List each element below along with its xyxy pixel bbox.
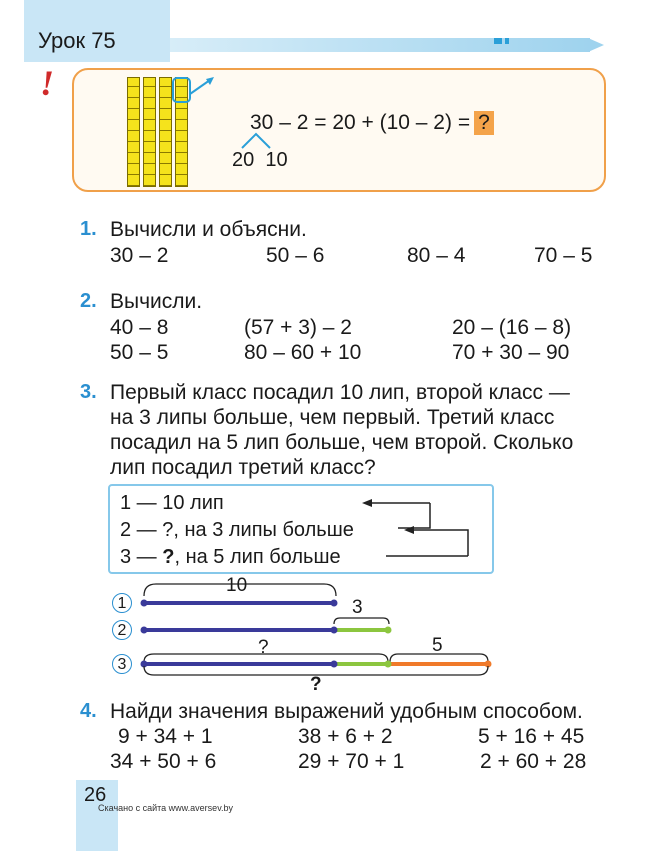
exclamation-icon: !: [40, 63, 55, 103]
expression: 2 + 60 + 28: [480, 750, 587, 773]
expression: 30 – 2: [110, 244, 169, 267]
expression: 70 – 5: [534, 244, 593, 267]
highlight-arrow-icon: [170, 72, 220, 112]
row-label-circle: 1: [112, 593, 132, 613]
condition-line: 1 — 10 лип: [120, 492, 224, 514]
expression: 80 – 4: [407, 244, 466, 267]
task-number: 4.: [80, 700, 97, 722]
segment-label-5: 5: [432, 635, 443, 656]
header-stripe: [170, 38, 590, 52]
condition-question: ?: [162, 546, 175, 568]
rule-formula: [250, 111, 494, 135]
row-label-circle: 3: [112, 654, 132, 674]
condition-arrows-icon: [108, 484, 494, 574]
question-box: ?: [474, 111, 494, 135]
formula-text: 30 – 2 = 20 + (10 – 2) =: [250, 111, 471, 134]
segment-label-q: ?: [258, 637, 269, 658]
expression: 29 + 70 + 1: [298, 750, 405, 773]
expression: 38 + 6 + 2: [298, 725, 393, 748]
expression: 50 – 5: [110, 341, 169, 364]
task-number: 1.: [80, 218, 97, 240]
expression: (57 + 3) – 2: [244, 316, 352, 339]
expression: 40 – 8: [110, 316, 169, 339]
expression: 5 + 16 + 45: [478, 725, 585, 748]
condition-line: 2 — ?, на 3 липы больше: [120, 519, 354, 541]
split-left: 20: [232, 149, 255, 171]
total-question: ?: [310, 674, 322, 695]
task-text: Найди значения выражений удобным способом.: [110, 700, 583, 723]
task-text: Вычисли и объясни.: [110, 218, 307, 241]
row-label-circle: 2: [112, 620, 132, 640]
task-text-line: Первый класс посадил 10 лип, второй класс —: [110, 381, 570, 404]
task-text-line: лип посадил третий класс?: [110, 456, 376, 479]
header-dash: [494, 38, 502, 44]
segment-label-3: 3: [352, 597, 363, 618]
source-note: Скачано с сайта www.aversev.by: [98, 803, 234, 813]
expression: 70 + 30 – 90: [452, 341, 570, 364]
expression: 50 – 6: [266, 244, 325, 267]
split-right: 10: [265, 149, 288, 171]
expression: 80 – 60 + 10: [244, 341, 362, 364]
page-number: 26: [84, 784, 107, 806]
task-number: 3.: [80, 381, 97, 403]
number-split: [232, 149, 288, 172]
header-dash: [505, 38, 509, 44]
condition-prefix: 3 —: [120, 546, 163, 568]
header-arrow-icon: [588, 38, 604, 52]
lesson-title: Урок 75: [38, 28, 116, 53]
expression: 34 + 50 + 6: [110, 750, 217, 773]
task-text-line: на 3 липы больше, чем первый. Третий класс: [110, 406, 555, 429]
expression: 9 + 34 + 1: [118, 725, 213, 748]
condition-rest: , на 5 лип больше: [174, 546, 341, 568]
expression: 20 – (16 – 8): [452, 316, 572, 339]
task-text: Вычисли.: [110, 290, 203, 313]
segment-diagram: [104, 574, 504, 698]
split-arrows-icon: [232, 130, 282, 150]
segment-label-10: 10: [226, 575, 248, 596]
task-number: 2.: [80, 290, 97, 312]
task-text-line: посадил на 5 лип больше, чем второй. Сколько: [110, 431, 574, 454]
